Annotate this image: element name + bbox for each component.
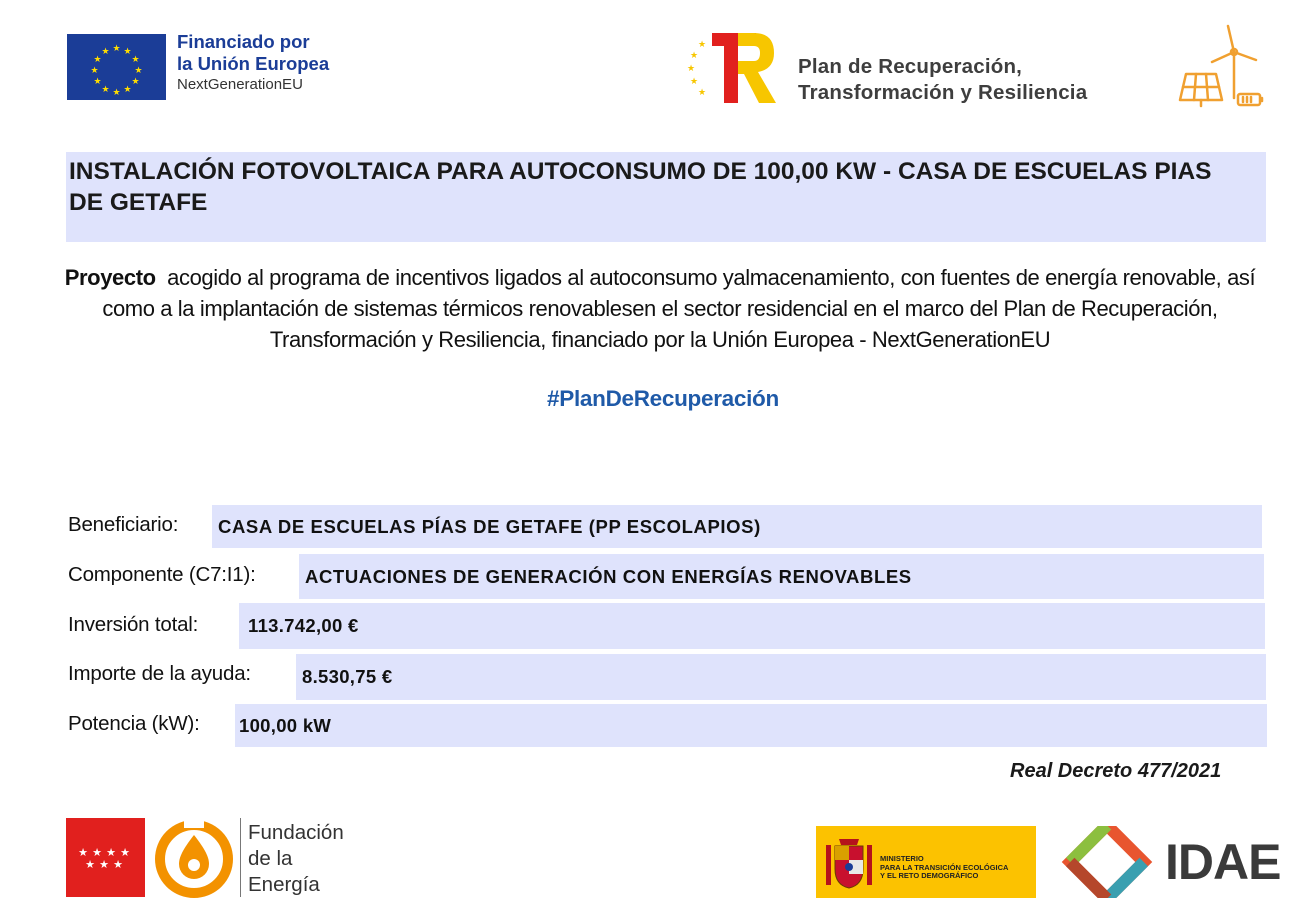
svg-text:★: ★ [698, 40, 707, 50]
svg-text:★: ★ [112, 88, 121, 98]
prtr-text [798, 54, 1087, 106]
ministry-line-2: PARA LA TRANSICIÓN ECOLÓGICA [880, 862, 1009, 872]
svg-text:★: ★ [113, 858, 123, 871]
inversion-field [239, 603, 1265, 649]
svg-text:★: ★ [134, 66, 143, 76]
svg-text:★: ★ [101, 47, 110, 57]
svg-text:★: ★ [85, 858, 95, 871]
fundacion-line-1: Fundación [248, 821, 344, 844]
eu-flag-icon [67, 34, 166, 100]
potencia-label: Potencia (kW): [68, 712, 200, 735]
description-lead: Proyecto [64, 265, 156, 290]
svg-text:★: ★ [99, 858, 109, 871]
beneficiario-value: CASA DE ESCUELAS PÍAS DE GETAFE (PP ESCOLAPIOS) [218, 515, 761, 537]
idae-logo-icon [1055, 826, 1159, 898]
ministry-line-3: Y EL RETO DEMOGRÁFICO [880, 871, 979, 880]
ministry-logo [816, 826, 1036, 898]
inversion-label: Inversión total: [68, 613, 199, 636]
fundacion-line-3: Energía [248, 873, 320, 896]
componente-field [299, 554, 1264, 599]
idae-wordmark: IDAE [1165, 834, 1281, 890]
svg-text:★: ★ [123, 47, 132, 57]
ministry-text [880, 855, 1008, 881]
wind-solar-battery-icon [1176, 22, 1268, 110]
svg-text:★: ★ [101, 85, 110, 95]
svg-text:★: ★ [78, 846, 88, 859]
svg-text:★: ★ [690, 77, 699, 87]
beneficiario-field [212, 505, 1262, 548]
svg-text:★: ★ [106, 846, 116, 859]
svg-text:★: ★ [90, 66, 99, 76]
eu-line-2: la Unión Europea [177, 52, 330, 74]
page-title: INSTALACIÓN FOTOVOLTAICA PARA AUTOCONSUMO DE 100,00 KW - CASA DE ESCUELAS PIAS DE GETAFE [69, 158, 1212, 216]
ayuda-field [296, 654, 1266, 700]
svg-text:★: ★ [112, 44, 121, 54]
spain-coat-of-arms-icon [824, 833, 874, 891]
fundacion-text [248, 820, 344, 898]
prtr-line-2: Transformación y Resiliencia [798, 81, 1088, 104]
prtr-logo-icon [686, 33, 778, 103]
fundacion-separator [240, 818, 241, 897]
inversion-value: 113.742,00 € [248, 615, 359, 636]
beneficiario-label: Beneficiario: [68, 513, 179, 536]
svg-text:★: ★ [131, 55, 140, 65]
componente-value: ACTUACIONES DE GENERACIÓN CON ENERGÍAS RENOVABLES [305, 565, 912, 587]
eu-line-3: NextGenerationEU [177, 76, 303, 93]
svg-text:★: ★ [698, 88, 707, 98]
svg-text:★: ★ [131, 77, 140, 87]
ayuda-label: Importe de la ayuda: [68, 662, 251, 685]
description-body: acogido al programa de incentivos ligados al autoconsumo yalmacenamiento, con fuentes de energía renovable, así como a la implantación de sistemas térmicos renovablesen el sector residencial en el marco del Plan de Recuperación, Transformación y Resiliencia, financiado por la Unión Europea - NextGenerationEU [102, 265, 1256, 352]
fundacion-line-2: de la [248, 847, 293, 870]
componente-label: Componente (C7:I1): [68, 563, 256, 586]
svg-text:★: ★ [123, 85, 132, 95]
title-band [66, 152, 1266, 242]
decree-reference: Real Decreto 477/2021 [1010, 760, 1222, 782]
ayuda-value: 8.530,75 € [302, 666, 393, 687]
prtr-line-1: Plan de Recuperación, [798, 55, 1023, 78]
svg-text:★: ★ [92, 846, 102, 859]
fundacion-energia-logo-icon [153, 818, 235, 898]
project-description [60, 262, 1260, 355]
ministry-line-1: MINISTERIO [880, 854, 924, 863]
svg-text:★: ★ [120, 846, 130, 859]
svg-text:★: ★ [687, 64, 696, 74]
comunidad-madrid-flag-icon [66, 818, 145, 897]
potencia-field [235, 704, 1267, 747]
svg-text:★: ★ [93, 77, 102, 87]
eu-funding-text [177, 33, 329, 92]
hashtag: #PlanDeRecuperación [547, 386, 779, 411]
svg-text:★: ★ [93, 55, 102, 65]
svg-text:★: ★ [690, 51, 699, 61]
potencia-value: 100,00 kW [239, 714, 332, 736]
eu-line-1: Financiado por [177, 31, 310, 52]
